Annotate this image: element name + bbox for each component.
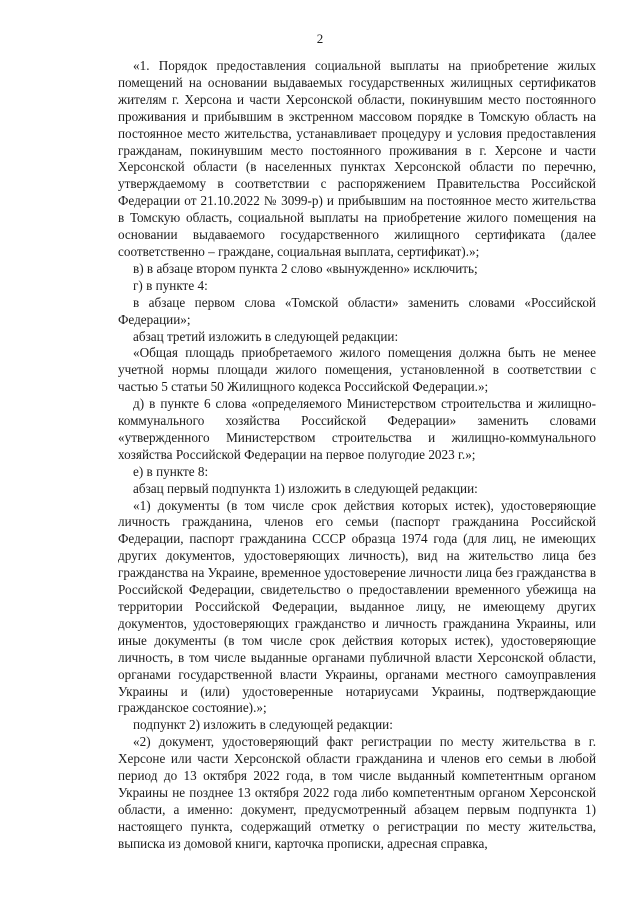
paragraph-documents-quote: «1) документы (в том числе срок действия которых истек), удостоверяющие личность гражданина, членов его семьи (паспорт гражданина Российской Федерации, паспорт гражданина СССР образца 1974 года (для лиц, не имеющих других документов, удостоверяющих личность), вид на жительство лица без гражданства на Украине, временное удостоверение личности лица без гражданства в Российской Федерации, свидетельство о предоставлении временного убежища на территории Российской Федерации, выданное лицу, не имеющему других документов, удостоверяющих гражданство и личность гражданина Украины, или иные документы (в том числе срок действия которых истек), удостоверяющие личность, в том числе выданные органами публичной власти Херсонской области, органами государственной власти Украины, органами местного самоуправления Украины и (или) удостоверенные нотариусами Украины, подтверждающие гражданское состояние).»; — [118, 497, 597, 716]
paragraph-item-v: в) в абзаце втором пункта 2 слово «вынужденно» исключить; — [133, 260, 478, 276]
paragraph-1-order-intro: «1. Порядок предоставления социальной выплаты на приобретение жилых помещений на основании выдаваемых государственных жилищных сертификатов жителям г. Херсона и части Херсонской области, покинувшим место постоянного проживания и прибывшим в экстренном массовом порядке в Томскую область на постоянное место жительства, устанавливает процедуру и условия предоставления гражданам, покинувшим место постоянного проживания в г. Херсоне и части Херсонской области (в населенных пунктах Херсонской области по перечню, утверждаемому в соответствии с распоряжением Правительства Российской Федерации от 21.10.2022 № 3099-р) и прибывшим на постоянное место жительства в Томскую область, социальной выплаты на приобретение жилого помещения на основании выдаваемого государственного жилищного сертификата (далее соответственно – граждане, социальная выплата, сертификат).»; — [118, 58, 596, 259]
paragraph-g-third-abzac: абзац третий изложить в следующей редакции: — [133, 328, 399, 344]
paragraph-g-first-abzac: в абзаце первом слова «Томской области» заменить словами «Российской Федерации»; — [118, 294, 596, 327]
paragraph-item-g: г) в пункте 4: — [133, 277, 208, 293]
paragraph-registration-quote: «2) документ, удостоверяющий факт регистрации по месту жительства в г. Херсоне или части Херсонской области гражданина и членов его семьи в любой период до 13 октября 2022 года, в том числе выданный компетентным органом Украины не позднее 13 октября 2022 года либо компетентным органом Херсонской области, а именно: документ, предусмотренный абзацем первым подпункта 1) настоящего пункта, содержащий отметку о регистрации по месту жительства, выписка из домовой книги, карточка прописки, адресная справка, — [118, 734, 596, 851]
paragraph-item-e: е) в пункте 8: — [133, 463, 209, 479]
paragraph-e-first-abzac: абзац первый подпункта 1) изложить в следующей редакции: — [133, 480, 478, 496]
paragraph-item-d: д) в пункте 6 слова «определяемого Министерством строительства и жилищно-коммунального хозяйства Российской Федерации» заменить словами «утвержденного Министерством строительства и жилищно-коммунального хозяйства Российской Федерации на первое полугодие 2023 г.»; — [118, 396, 596, 462]
page-number: 2 — [316, 31, 324, 46]
paragraph-subitem-2: подпункт 2) изложить в следующей редакции: — [133, 717, 393, 733]
document-body — [118, 58, 596, 853]
paragraph-area-quote: «Общая площадь приобретаемого жилого помещения должна быть не менее учетной нормы площади жилого помещения, установленной в соответствии с частью 5 статьи 50 Жилищного кодекса Российской Федерации.»; — [118, 345, 596, 395]
